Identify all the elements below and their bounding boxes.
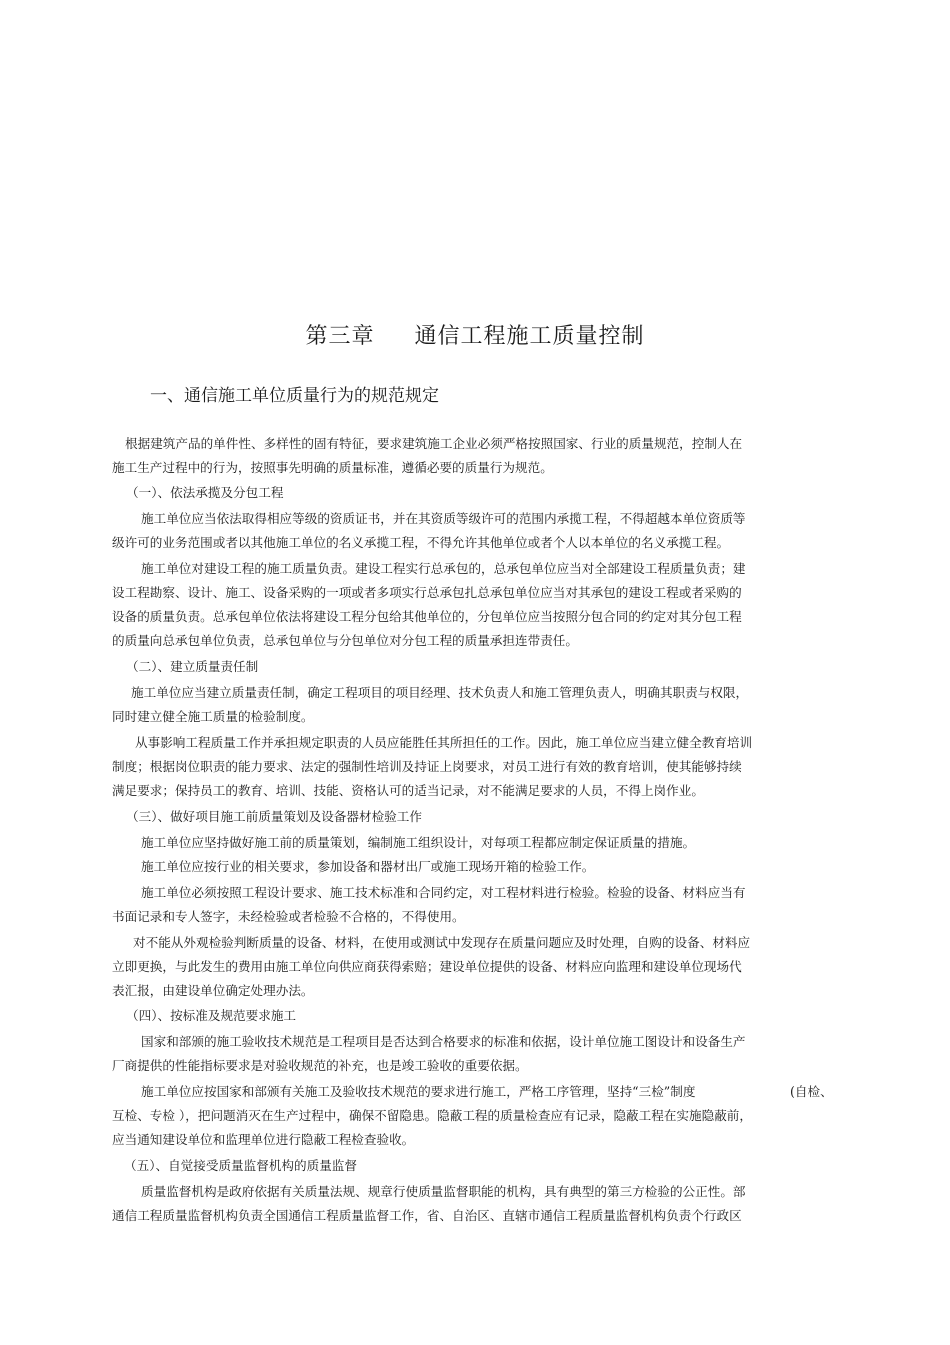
text-line: 施工单位应当依法取得相应等级的资质证书，并在其资质等级许可的范围内承揽工程，不得超越本单位资质等 — [141, 511, 746, 526]
text-line: 施工单位应按国家和部颁有关施工及验收技术规范的要求进行施工，严格工序管理，坚持“三检”制度 — [141, 1084, 696, 1099]
text-line: （四）、按标准及规范要求施工 — [126, 1008, 297, 1023]
chapter-title — [0, 322, 950, 352]
text-line: （五）、自觉接受质量监督机构的质量监督 — [124, 1158, 357, 1173]
text-line: 施工单位应按行业的相关要求，参加设备和器材出厂或施工现场开箱的检验工作。 — [141, 859, 595, 874]
text-line: 设工程勘察、设计、施工、设备采购的一项或者多项实行总承包扎总承包单位应当对其承包的建设工程或者采购的 — [112, 585, 742, 600]
text-line: 立即更换，与此发生的费用由施工单位向供应商获得索赔；建设单位提供的设备、材料应向监理和建设单位现场代 — [112, 959, 742, 974]
text-line: 制度；根据岗位职责的能力要求、法定的强制性培训及持证上岗要求，对员工进行有效的教育培训，使其能够持续 — [112, 759, 742, 774]
text-line: （三）、做好项目施工前质量策划及设备器材检验工作 — [126, 809, 422, 824]
text-line: 施工单位应当建立质量责任制，确定工程项目的项目经理、技术负责人和施工管理负责人，明确其职责与权限， — [131, 685, 749, 700]
text-line: 厂商提供的性能指标要求是对验收规范的补充，也是竣工验收的重要依据。 — [112, 1058, 528, 1073]
text-line: 国家和部颁的施工验收技术规范是工程项目是否达到合格要求的标准和依据，设计单位施工图设计和设备生产 — [141, 1034, 746, 1049]
text-line: 设备的质量负责。总承包单位依法将建设工程分包给其他单位的，分包单位应当按照分包合同的约定对其分包工程 — [112, 609, 742, 624]
text-line: (自检、 — [790, 1084, 833, 1099]
text-line: （二）、建立质量责任制 — [126, 659, 259, 674]
text-line: （一）、依法承揽及分包工程 — [126, 485, 284, 500]
section-heading: 一、通信施工单位质量行为的规范规定 — [150, 386, 439, 406]
text-line: 的质量向总承包单位负责，总承包单位与分包单位对分包工程的质量承担连带责任。 — [112, 633, 578, 648]
text-line: 满足要求；保持员工的教育、培训、技能、资格认可的适当记录，对不能满足要求的人员，不得上岗作业。 — [112, 783, 704, 798]
text-line: 书面记录和专人签字，未经检验或者检验不合格的，不得使用。 — [112, 909, 465, 924]
text-line: 质量监督机构是政府依据有关质量法规、规章行使质量监督职能的机构，具有典型的第三方检验的公正性。部 — [141, 1184, 746, 1199]
text-line: 级许可的业务范围或者以其他施工单位的名义承揽工程，不得允许其他单位或者个人以本单位的名义承揽工程。 — [112, 535, 730, 550]
text-line: 同时建立健全施工质量的检验制度。 — [112, 709, 314, 724]
text-line: 通信工程质量监督机构负责全国通信工程质量监督工作，省、自治区、直辖市通信工程质量监督机构负责个行政区 — [112, 1208, 742, 1223]
text-line: 施工单位必须按照工程设计要求、施工技术标准和合同约定，对工程材料进行检验。检验的设备、材料应当有 — [141, 885, 746, 900]
text-line: 施工单位应坚持做好施工前的质量策划，编制施工组织设计，对每项工程都应制定保证质量的措施。 — [141, 835, 696, 850]
chapter-number: 第三章 — [305, 324, 375, 349]
text-line: 根据建筑产品的单件性、多样性的固有特征，要求建筑施工企业必须严格按照国家、行业的质量规范，控制人在 — [125, 436, 743, 451]
text-line: 表汇报，由建设单位确定处理办法。 — [112, 983, 314, 998]
text-line: 应当通知建设单位和监理单位进行隐蔽工程检查验收。 — [112, 1132, 415, 1147]
text-line: 施工单位对建设工程的施工质量负责。建设工程实行总承包的，总承包单位应当对全部建设工程质量负责；建 — [141, 561, 746, 576]
text-line: 施工生产过程中的行为，按照事先明确的质量标准，遵循必要的质量行为规范。 — [112, 460, 553, 475]
text-line: 从事影响工程质量工作并承担规定职责的人员应能胜任其所担任的工作。因此，施工单位应当建立健全教育培训 — [135, 735, 753, 750]
text-line: 对不能从外观检验判断质量的设备、材料，在使用或测试中发现存在质量问题应及时处理，自购的设备、材料应 — [133, 935, 751, 950]
text-line: 互检、专检 ），把问题消灭在生产过程中，确保不留隐患。隐蔽工程的质量检查应有记录，隐蔽工程在实施隐蔽前， — [112, 1108, 752, 1123]
chapter-name: 通信工程施工质量控制 — [414, 324, 645, 349]
